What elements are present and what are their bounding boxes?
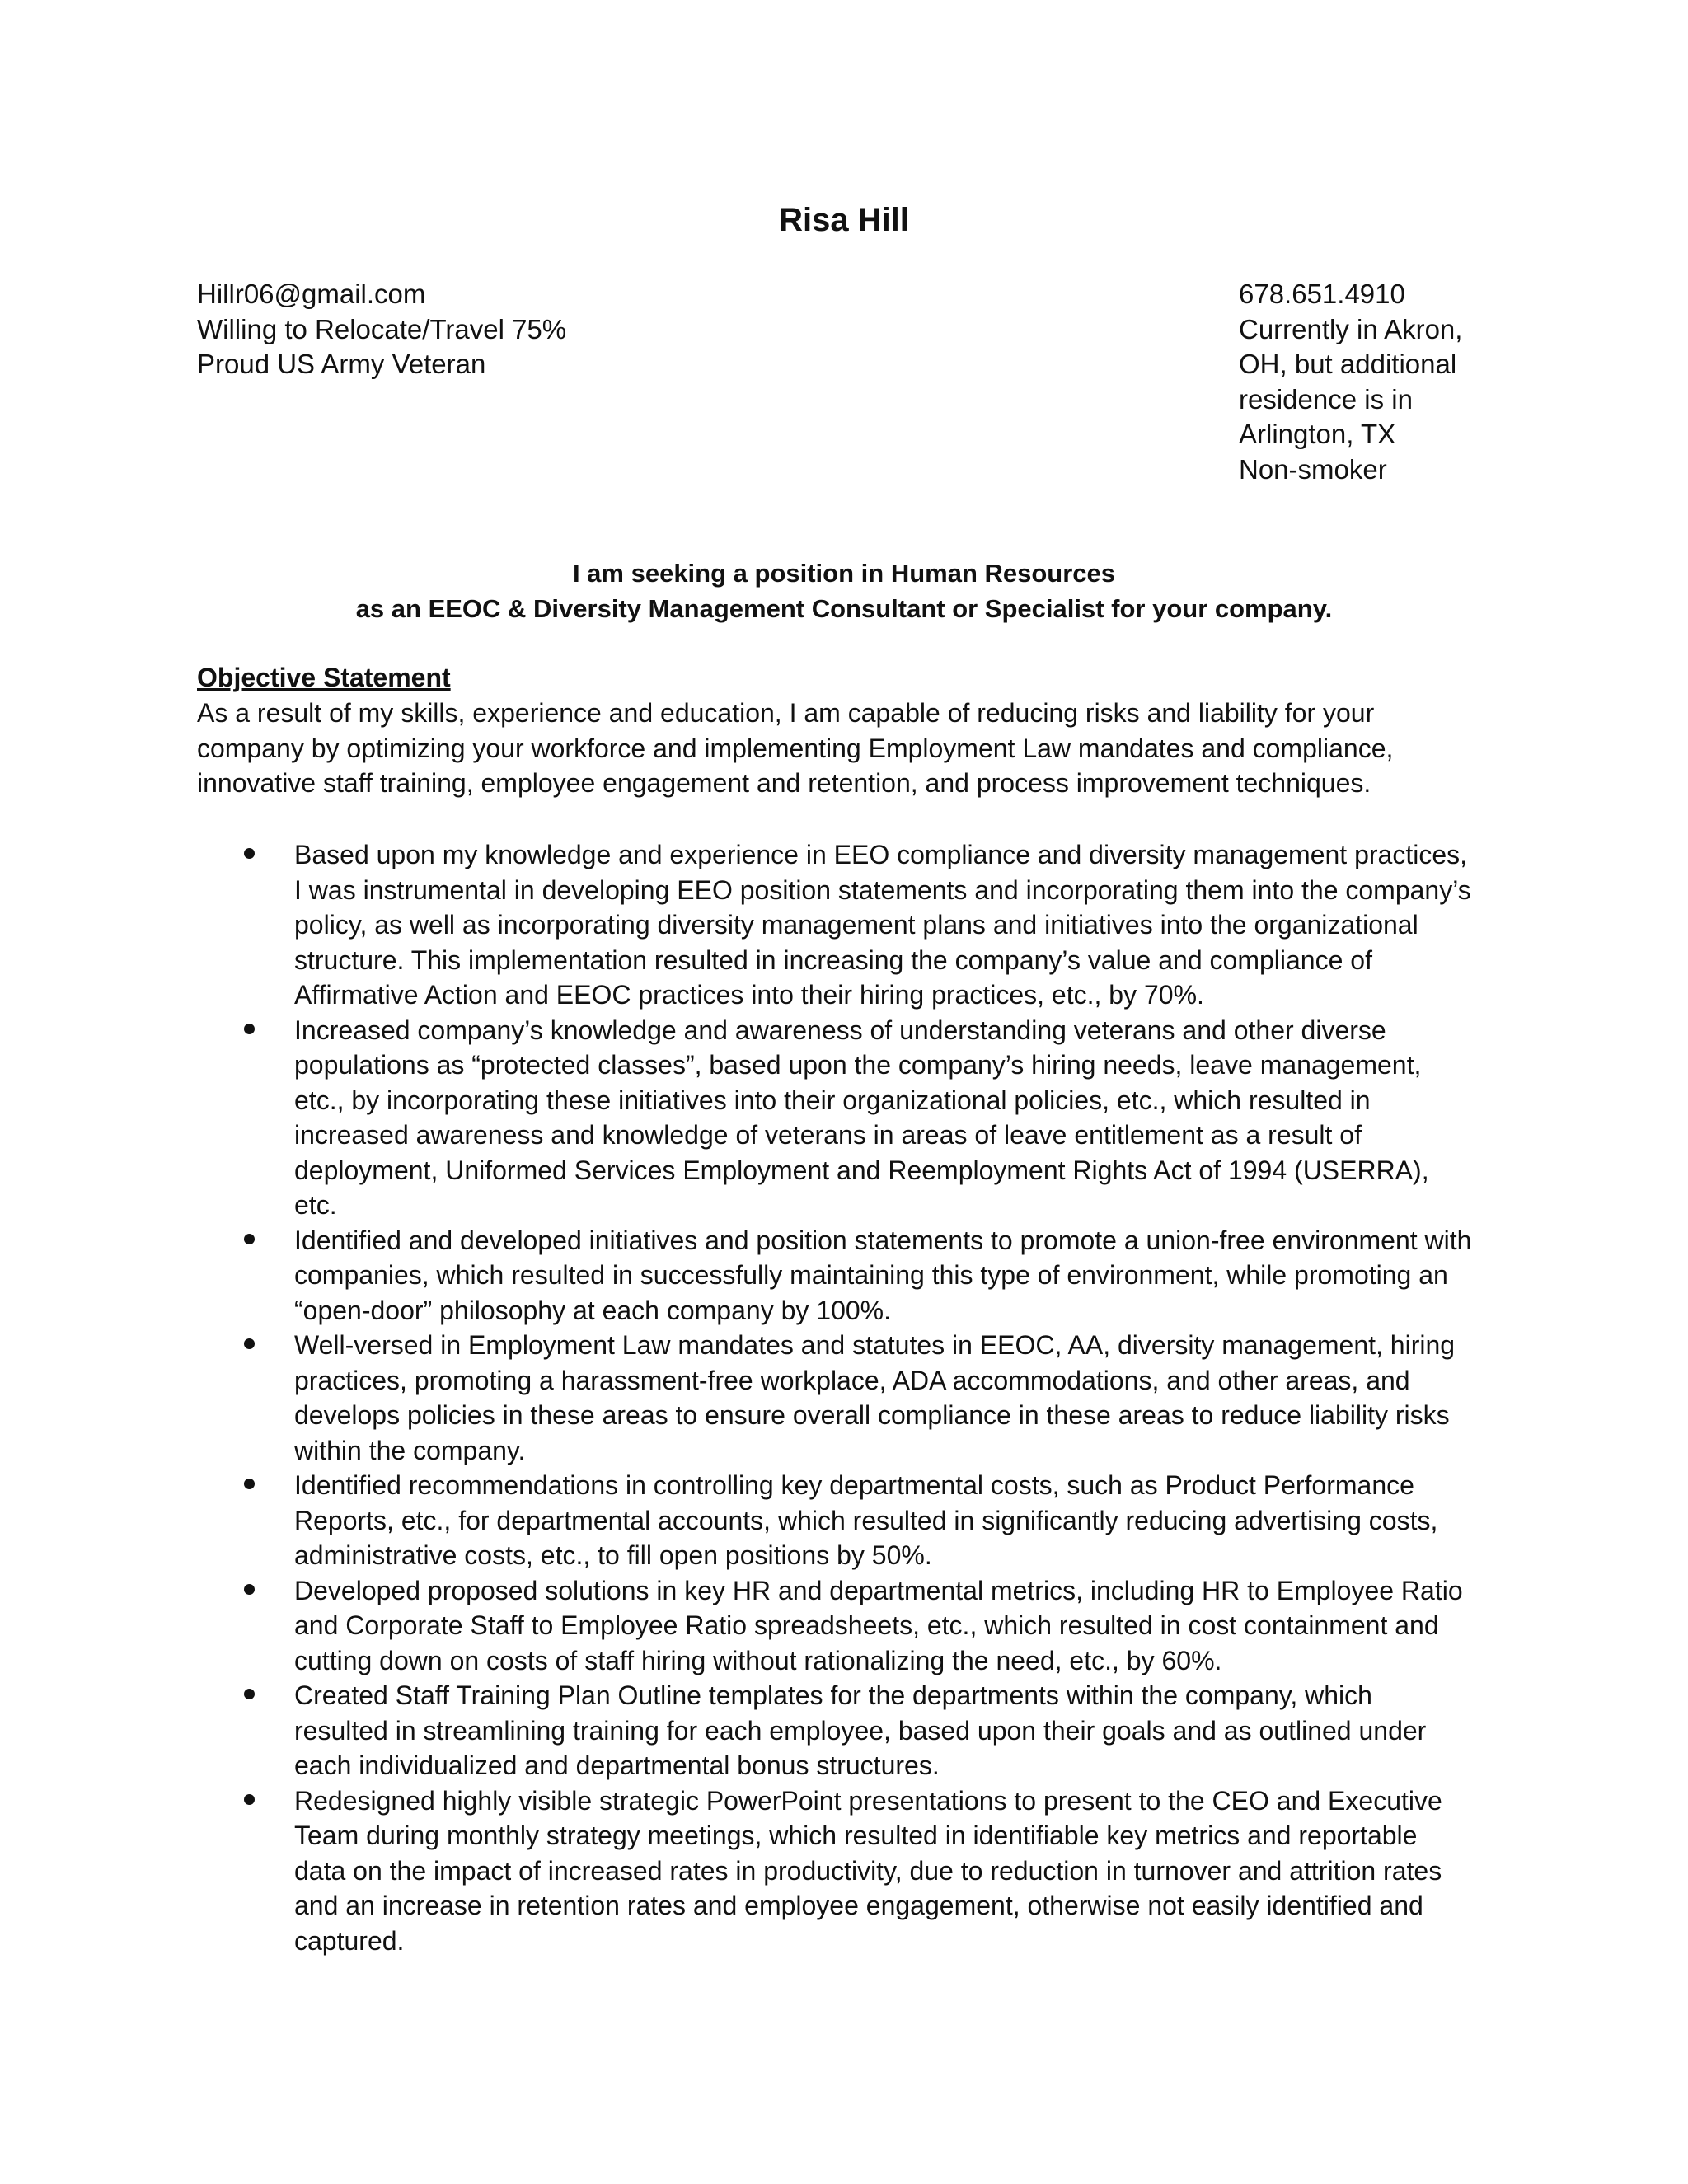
candidate-name: Risa Hill (779, 202, 909, 238)
list-item (0, 1013, 1473, 1223)
bullet-icon (244, 1024, 255, 1034)
list-item (0, 1678, 1473, 1783)
objective-paragraph: As a result of my skills, experience and education, I am capable of reducing risks and liability for your company by optimizing your workforce and implementing Employment Law mandates and compliance, innovative staff training, employee engagement and retention, and process improvement techniques. (197, 698, 1394, 798)
list-item-text: Based upon my knowledge and experience in EEO compliance and diversity management practices, I was instrumental in developing EEO position statements and incorporating them into the company’s policy, as well as incorporating diversity management plans and initiatives into the organizational structure. This implementation resulted in increasing the company’s value and compliance of Affirmative Action and EEOC practices into their hiring practices, etc., by 70%. (294, 840, 1471, 1010)
accomplishments-list (0, 837, 1688, 1958)
contact-left-block (197, 277, 939, 382)
bullet-icon (244, 1689, 255, 1699)
list-item-text: Identified recommendations in controlling key departmental costs, such as Product Performance Reports, etc., for departmental accounts, which resulted in significantly reducing advertising costs, administrative costs, etc., to fill open positions by 50%. (294, 1470, 1438, 1570)
contact-right-block (1239, 277, 1486, 487)
list-item (0, 1573, 1473, 1679)
seeking-line-1: I am seeking a position in Human Resources (572, 559, 1116, 588)
list-item-text: Identified and developed initiatives and position statements to promote a union-free environment with companies, which resulted in successfully maintaining this type of environment, while promoting an “open-door” philosophy at each company by 100%. (294, 1225, 1472, 1325)
list-item-text: Developed proposed solutions in key HR and departmental metrics, including HR to Employee Ratio and Corporate Staff to Employee Ratio spreadsheets, etc., which resulted in cost containment and cutting down on costs of staff hiring without rationalizing the need, etc., by 60%. (294, 1575, 1463, 1675)
location-line: Currently in Akron, (1239, 313, 1463, 344)
bullet-icon (244, 848, 255, 859)
bullet-icon (244, 1338, 255, 1349)
list-item (0, 1328, 1473, 1468)
list-item (0, 837, 1473, 1013)
objective-heading: Objective Statement (197, 663, 451, 692)
smoker-status-text: Non-smoker (1239, 453, 1387, 485)
list-item-text: Well-versed in Employment Law mandates and statutes in EEOC, AA, diversity management, hiring practices, promoting a harassment-free workplace, ADA accommodations, and other areas, and develops policies in these areas to ensure overall compliance in these areas to reduce liability risks within the company. (294, 1330, 1456, 1465)
bullet-icon (244, 1479, 255, 1489)
seeking-line-2: as an EEOC & Diversity Management Consultant or Specialist for your company. (355, 594, 1333, 623)
list-item-text: Redesigned highly visible strategic PowerPoint presentations to present to the CEO and Executive Team during monthly strategy meetings, which resulted in identifiable key metrics and reportable data on the impact of increased rates in productivity, due to reduction in turnover and attrition rates and an increase in retention rates and employee engagement, otherwise not easily identified and captured. (294, 1785, 1442, 1956)
bullet-icon (244, 1234, 255, 1244)
email-text: Hillr06@gmail.com (197, 279, 426, 309)
list-item-text: Created Staff Training Plan Outline templates for the departments within the company, which resulted in streamlining training for each employee, based upon their goals and as outlined under each individualized and departmental bonus structures. (294, 1680, 1427, 1780)
location-line: residence is in (1239, 383, 1413, 415)
location-line: Arlington, TX (1239, 419, 1396, 449)
bullet-icon (244, 1584, 255, 1595)
location-line: OH, but additional (1239, 349, 1457, 379)
list-item (0, 1468, 1473, 1573)
phone-text: 678.651.4910 (1239, 279, 1405, 309)
list-item-text: Increased company’s knowledge and awareness of understanding veterans and other diverse populations as “protected classes”, based upon the company’s hiring needs, leave management, etc., by incorporating these initiatives into their organizational policies, etc., which resulted in increased awareness and knowledge of veterans in areas of leave entitlement as a result of deployment, Uniformed Services Employment and Reemployment Rights Act of 1994 (USERRA), etc. (294, 1015, 1429, 1220)
veteran-text: Proud US Army Veteran (197, 349, 486, 379)
bullet-icon (244, 1794, 255, 1805)
seeking-statement (0, 555, 1688, 626)
relocation-text: Willing to Relocate/Travel 75% (197, 313, 567, 344)
list-item (0, 1223, 1473, 1329)
list-item (0, 1783, 1473, 1959)
